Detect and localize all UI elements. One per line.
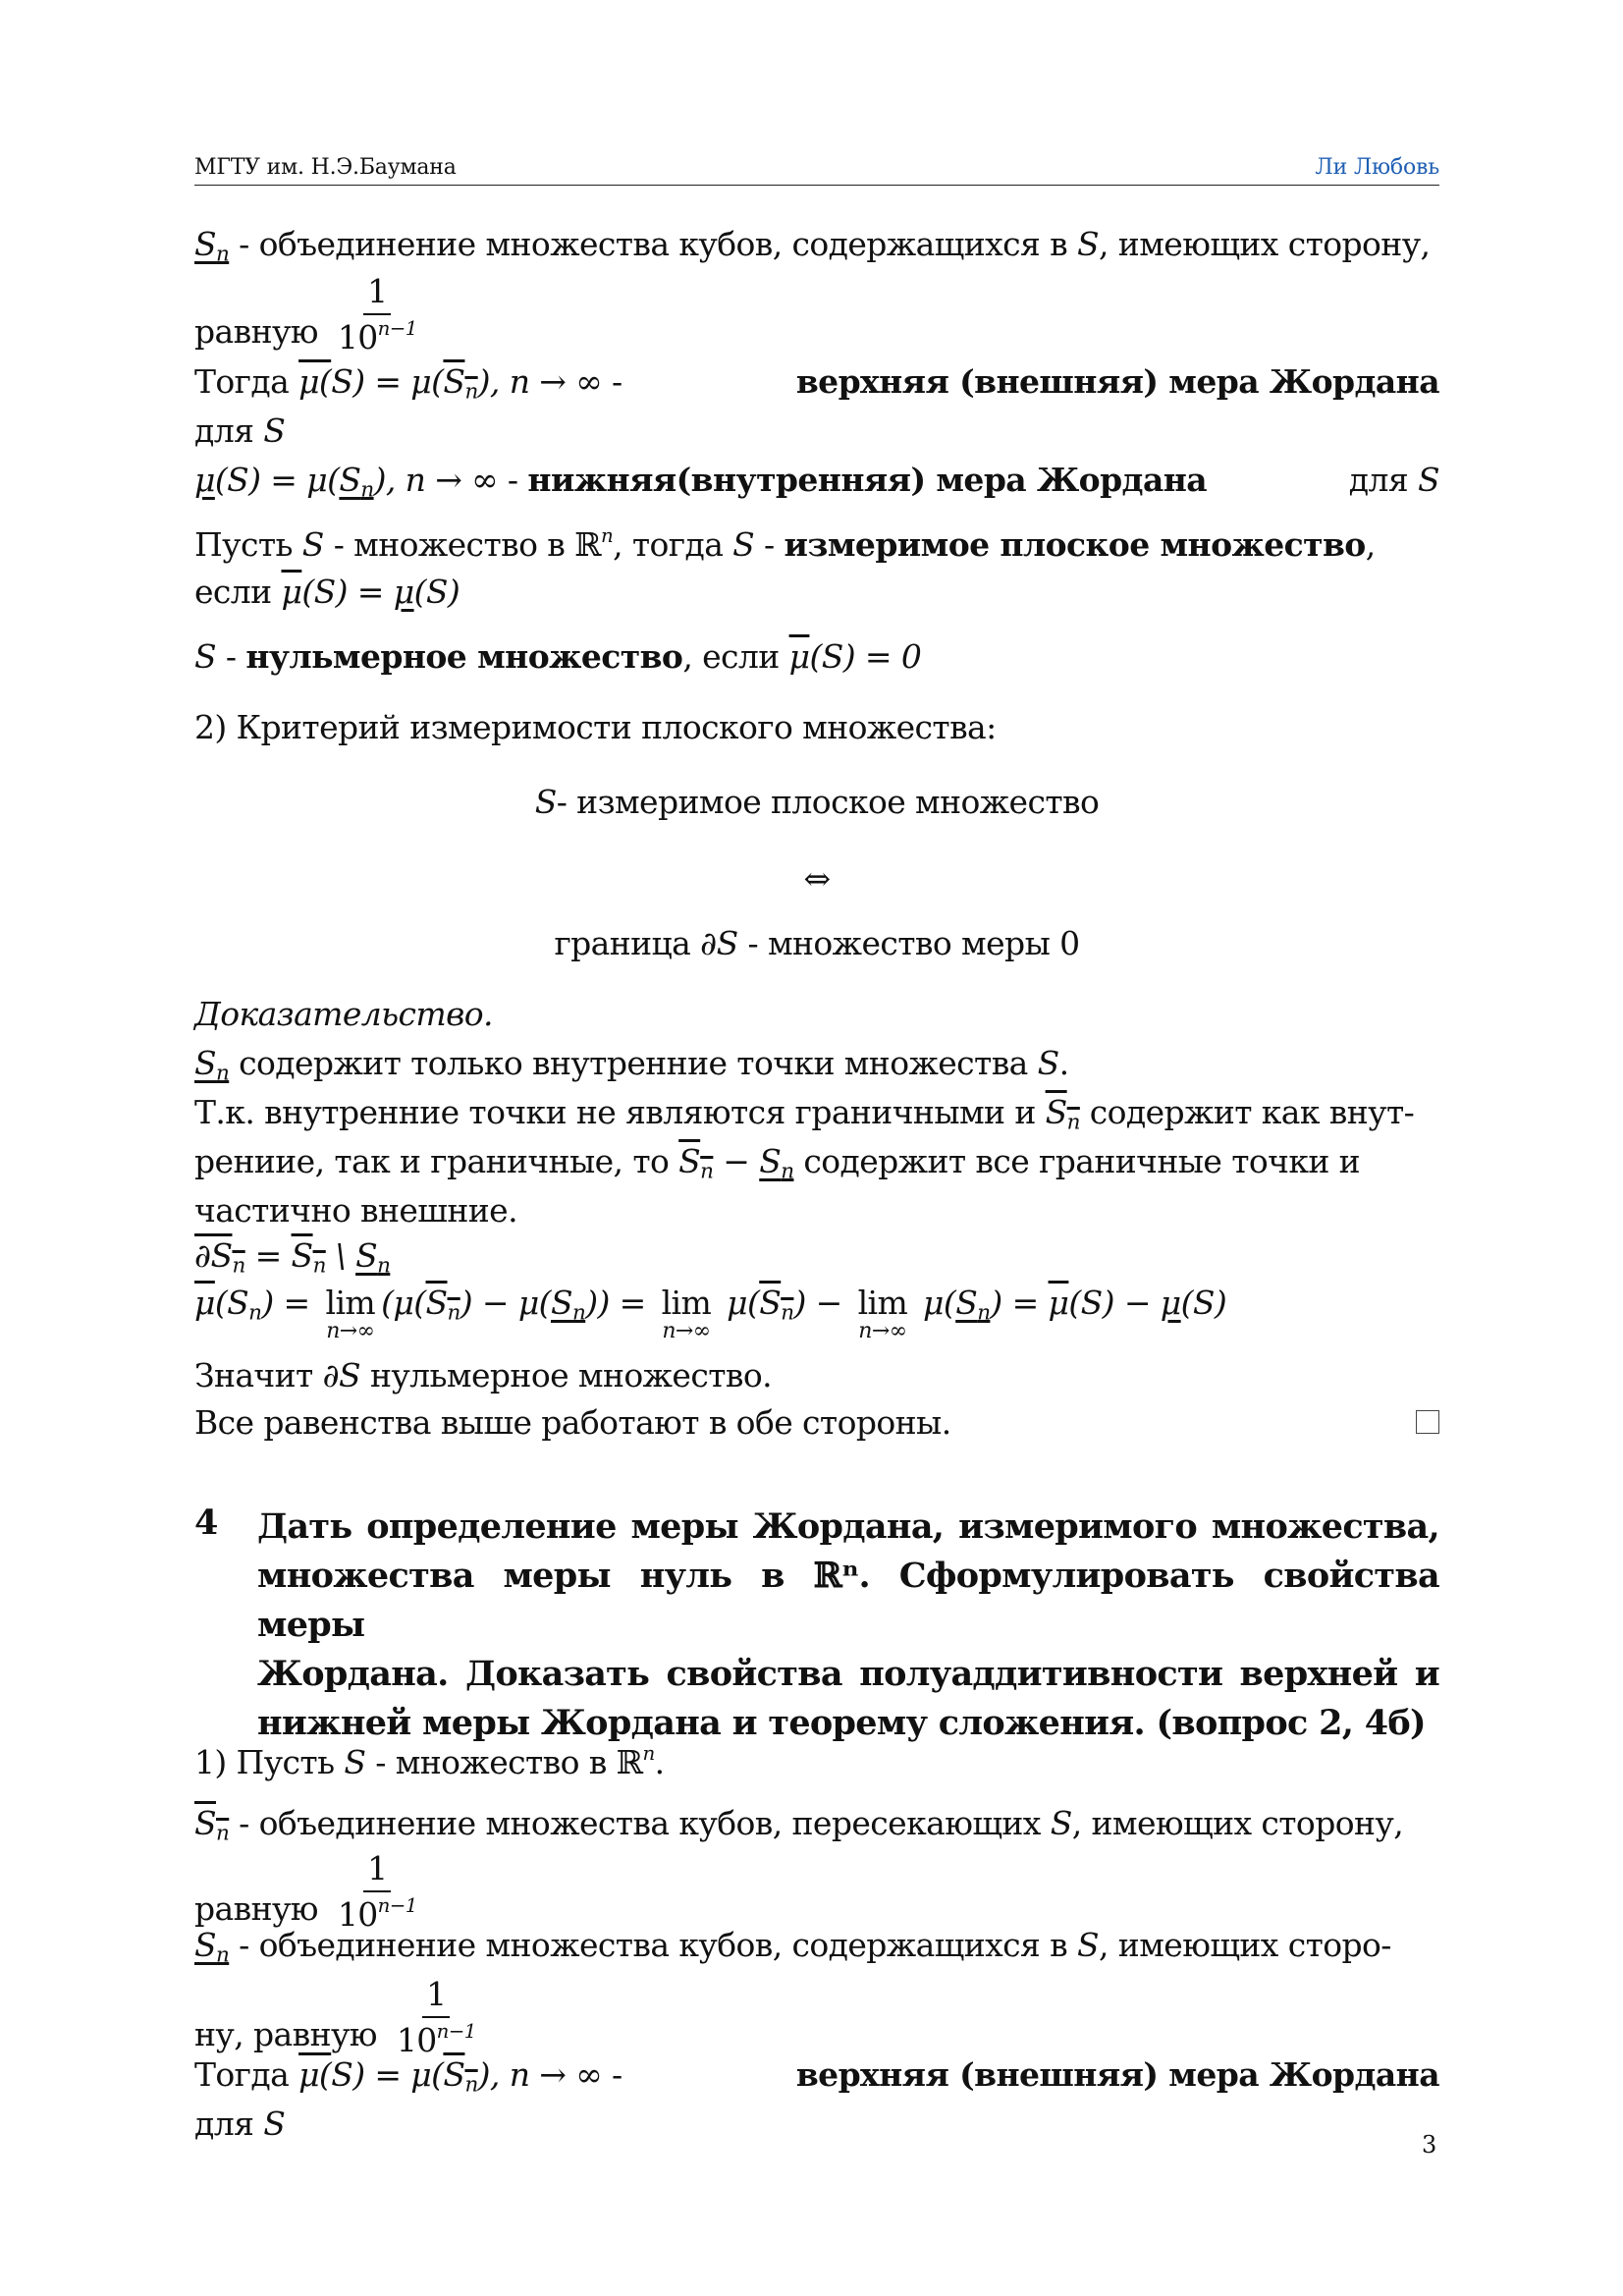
math-lower-measure: $\mu(S) = \mu(S_n)$, n → ∞ [194, 461, 499, 503]
fraction: $\frac{1}{10^{n-1}}$ [396, 1975, 476, 2059]
section-title: Дать определение меры Жордана, измеримого множества, множества меры нуль в ℝⁿ. Сформулировать свойства меры Жордана. Доказать свойства полуаддитивности верхней и нижней меры Жордана и теорему сложения. (вопрос 2, 4б) [257, 1506, 1439, 1743]
upper-formula-rhs: ), n → ∞ [477, 362, 603, 401]
equivalence-symbol: ⇔ [803, 859, 831, 898]
section-para-1: 1) Пусть S - множество в ℝ$^n$. [194, 1742, 665, 1781]
proof-label: Доказательство. [194, 995, 493, 1033]
header-author: Ли Любовь [1315, 155, 1439, 180]
proof-line-2: Т.к. внутренние точки не являются граничными и $S_n$ содержит как внут- [194, 1093, 1415, 1135]
section-para-side-length-1: равную $\frac{1}{10^{n-1}}$ [194, 1849, 417, 1934]
section-para-side-length-2: ну, равную $\frac{1}{10^{n-1}}$ [194, 1975, 476, 2059]
fraction: $\frac{1}{10^{n-1}}$ [337, 272, 417, 356]
proof-equation-limit: $\overline{\mu}(S_n)$ = lim n→∞ $(\mu(S_n) - \mu(S_n))$ = lim n→∞ $\mu(S_n)$ − lim n→∞ $\mu(S_n) = \overline{\mu}(S) - \mu(S)$ [194, 1284, 1227, 1343]
paragraph-side-length: равную $\frac{1}{10^{n-1}}$ [194, 272, 417, 356]
page-number: 3 [1422, 2131, 1437, 2159]
proof-line-4: частично внешние. [194, 1191, 517, 1230]
section-para-lower-union: $S_n$ - объединение множества кубов, содержащихся в S, имеющих сторо- [194, 1926, 1391, 1968]
proof-line-6: Все равенства выше работают в обе стороны. [194, 1406, 1439, 1439]
header-institution: МГТУ им. Н.Э.Баумана [194, 155, 457, 180]
criterion-line-1: S- измеримое плоское множество [534, 783, 1100, 821]
paragraph-null-set: S - нульмерное множество, если $\overline{\mu}(S) = 0$ [194, 637, 922, 676]
section-para-upper-union: $S_n$ - объединение множества кубов, пересекающих S, имеющих сторону, [194, 1804, 1404, 1846]
fraction: $\frac{1}{10^{n-1}}$ [337, 1849, 417, 1934]
paragraph-upper-measure: Тогда $\mu(S) = \mu(S_n)$, n → ∞ - верхняя (внешняя) мера Жордана [194, 362, 1439, 405]
section-number: 4 [194, 1503, 219, 1543]
paragraph-measurable: Пусть S - множество в ℝ$^n$, тогда S - измеримое плоское множество, [194, 524, 1376, 564]
math-sn-under: $S_n$ [194, 225, 230, 267]
section-para-upper-measure: Тогда $\mu(S) = \mu(S_n)$, n → ∞ - верхняя (внешняя) мера Жордана [194, 2055, 1439, 2098]
limit-operator: lim n→∞ [325, 1284, 376, 1343]
proof-line-3: рениие, так и граничные, то $S_n - S_n$ содержит все граничные точки и [194, 1142, 1361, 1184]
upper-formula-lhs: μ(S) = μ( [298, 362, 444, 401]
paragraph-lower-union: $S_n$ - объединение множества кубов, содержащихся в S, имеющих сторону, [194, 225, 1431, 267]
upper-formula-lhs-repeat: μ(S) = μ( [298, 2055, 444, 2094]
proof-line-5: Значит ∂S нульмерное множество. [194, 1356, 773, 1394]
proof-equation-boundary: $\partial S_n = S_n$ \ $S_n$ [194, 1236, 391, 1279]
paragraph-lower-measure: $\mu(S) = \mu(S_n)$, n → ∞ - нижняя(внутренняя) мера Жордана для S [194, 461, 1439, 503]
limit-operator: lim n→∞ [661, 1284, 712, 1343]
running-header [194, 155, 1439, 186]
paragraph-measurable-cont: если $\overline{\mu}(S) = \mu(S)$ [194, 573, 460, 611]
limit-operator: lim n→∞ [857, 1284, 908, 1343]
qed-square-icon [1416, 1410, 1439, 1434]
criterion-line-3: граница ∂S - множество меры 0 [554, 924, 1080, 962]
criterion-heading: 2) Критерий измеримости плоского множества: [194, 708, 997, 746]
proof-line-1: $S_n$ содержит только внутренние точки множества S. [194, 1044, 1069, 1086]
math-upper-measure: $\mu(S) = \mu(S_n)$, n → ∞ [298, 362, 603, 405]
section-para-upper-cont: для S [194, 2105, 286, 2143]
paragraph-upper-cont: для S [194, 411, 286, 450]
